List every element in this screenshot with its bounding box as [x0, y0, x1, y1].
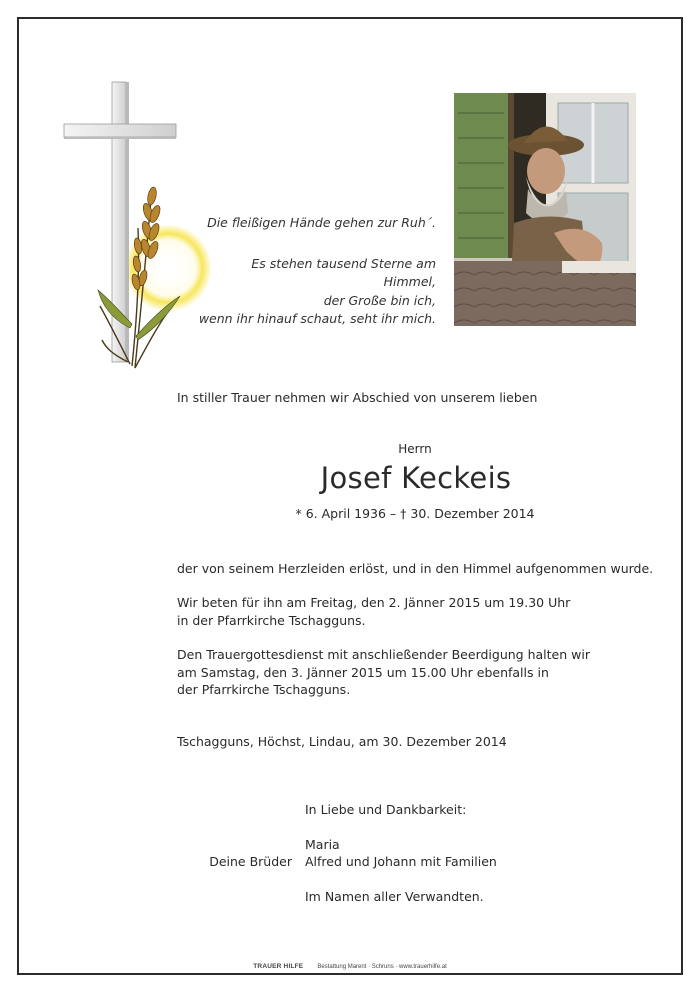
poem-line: Die fleißigen Hände gehen zur Ruh´. [207, 215, 436, 230]
signature-heading: In Liebe und Dankbarkeit: [305, 802, 467, 817]
poem-line: Es stehen tausend Sterne am Himmel, [251, 255, 436, 289]
cross-icon [40, 78, 220, 378]
deceased-name: Josef Keckeis [320, 461, 512, 495]
paragraph [177, 594, 570, 629]
footer [0, 963, 700, 970]
intro-text: In stiller Trauer nehmen wir Abschied von unserem lieben [177, 390, 538, 405]
life-dates: * 6. April 1936 – † 30. Dezember 2014 [295, 506, 535, 521]
paragraph-line: der Pfarrkirche Tschagguns. [177, 682, 351, 697]
paragraph: der von seinem Herzleiden erlöst, und in den Himmel aufgenommen wurde. [177, 561, 654, 576]
signature-closing: Im Namen aller Verwandten. [305, 889, 484, 904]
poem-line: wenn ihr hinauf schaut, seht ihr mich. [198, 311, 436, 326]
paragraph-line: Wir beten für ihn am Freitag, den 2. Jänner 2015 um 19.30 Uhr [177, 595, 571, 610]
poem [196, 214, 436, 329]
place-date: Tschagguns, Höchst, Lindau, am 30. Dezember 2014 [177, 734, 507, 749]
brothers-names: Alfred und Johann mit Familien [305, 854, 497, 869]
poem-line: der Große bin ich, [323, 292, 436, 308]
footer-brand: TRAUER HILFE [253, 963, 304, 970]
paragraph-line: Den Trauergottesdienst mit anschließender Beerdigung halten wir [177, 647, 590, 662]
paragraph [177, 646, 590, 699]
salutation: Herrn [398, 442, 432, 456]
signature-name: Maria [305, 837, 340, 852]
brothers-label: Deine Brüder [209, 854, 292, 869]
paragraph-line: in der Pfarrkirche Tschagguns. [177, 612, 366, 628]
portrait-photo [454, 93, 636, 326]
footer-credit: Bestattung Marent · Schruns · www.trauerhilfe.at [317, 964, 447, 970]
paragraph-line: am Samstag, den 3. Jänner 2015 um 15.00 Uhr ebenfalls in [177, 664, 549, 680]
